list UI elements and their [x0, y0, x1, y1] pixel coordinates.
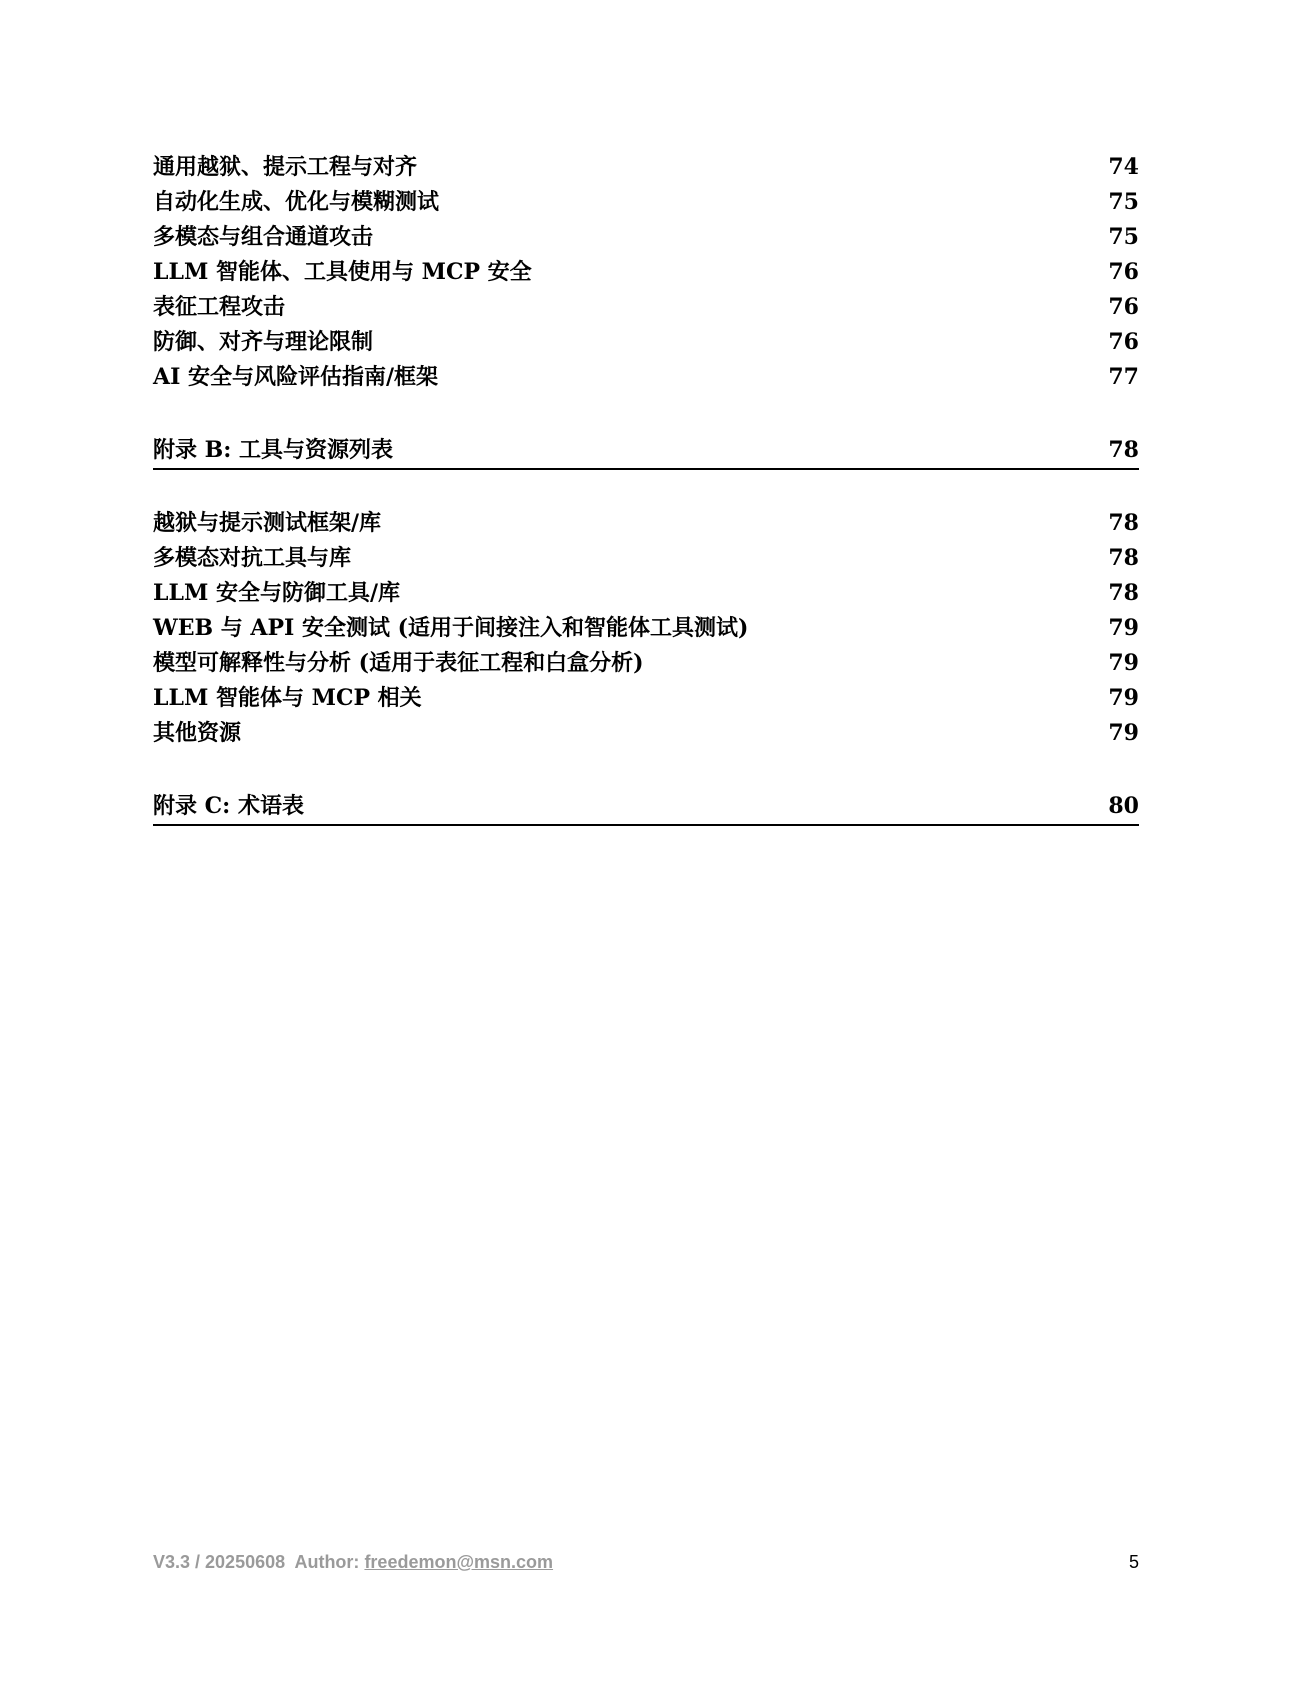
toc-entry[interactable] [153, 716, 1139, 751]
toc-entry-page: 79 [1108, 650, 1139, 676]
toc-entry[interactable] [153, 185, 1139, 220]
toc-entry[interactable] [153, 255, 1139, 290]
spacer [153, 470, 1139, 506]
toc-entry-page: 76 [1108, 294, 1139, 320]
toc-entry[interactable] [153, 325, 1139, 360]
toc-entry-title: 多模态对抗工具与库 [153, 545, 352, 571]
toc-section-page: 78 [1108, 437, 1139, 463]
toc-entry-page: 76 [1108, 259, 1139, 285]
toc-entry-title: 越狱与提示测试框架/库 [153, 510, 382, 536]
toc-entry-page: 74 [1108, 154, 1139, 180]
toc-entry-title: LLM 智能体与 MCP 相关 [153, 685, 422, 711]
page-footer [153, 1552, 1139, 1573]
author-email-link[interactable]: freedemon@msn.com [364, 1552, 554, 1572]
toc-section-title: 附录 B: 工具与资源列表 [153, 437, 394, 463]
toc-entry-title: 模型可解释性与分析 (适用于表征工程和白盒分析) [153, 650, 644, 676]
spacer [153, 751, 1139, 789]
toc-entry-title: 通用越狱、提示工程与对齐 [153, 154, 418, 180]
table-of-contents [153, 150, 1139, 826]
toc-entry-page: 75 [1108, 224, 1139, 250]
toc-entry[interactable] [153, 681, 1139, 716]
toc-entry-title: LLM 智能体、工具使用与 MCP 安全 [153, 259, 532, 285]
toc-entry-title: 防御、对齐与理论限制 [153, 329, 374, 355]
toc-section-appendix-c[interactable] [153, 789, 1139, 826]
toc-entry-page: 79 [1108, 685, 1139, 711]
footer-meta [153, 1552, 553, 1573]
toc-entry[interactable] [153, 360, 1139, 395]
toc-section-page: 80 [1108, 793, 1139, 819]
toc-entry[interactable] [153, 506, 1139, 541]
toc-entry[interactable] [153, 611, 1139, 646]
toc-entry[interactable] [153, 541, 1139, 576]
toc-entry[interactable] [153, 646, 1139, 681]
toc-entry-title: AI 安全与风险评估指南/框架 [153, 364, 439, 390]
toc-entry[interactable] [153, 150, 1139, 185]
toc-entry-page: 79 [1108, 615, 1139, 641]
toc-entry[interactable] [153, 220, 1139, 255]
toc-entry-page: 77 [1108, 364, 1139, 390]
toc-entry-title: 其他资源 [153, 720, 242, 746]
toc-entry-page: 79 [1108, 720, 1139, 746]
toc-entry-title: 多模态与组合通道攻击 [153, 224, 374, 250]
toc-entry-page: 78 [1108, 545, 1139, 571]
toc-section-appendix-b[interactable] [153, 433, 1139, 470]
footer-version-author: V3.3 / 20250608 Author: [153, 1552, 365, 1572]
toc-section-title: 附录 C: 术语表 [153, 793, 304, 819]
toc-entry-page: 78 [1108, 580, 1139, 606]
toc-entry-title: 表征工程攻击 [153, 294, 286, 320]
toc-entry[interactable] [153, 290, 1139, 325]
toc-entry-page: 76 [1108, 329, 1139, 355]
toc-entry[interactable] [153, 576, 1139, 611]
toc-entry-title: WEB 与 API 安全测试 (适用于间接注入和智能体工具测试) [153, 615, 749, 641]
toc-entry-title: LLM 安全与防御工具/库 [153, 580, 400, 606]
toc-entry-title: 自动化生成、优化与模糊测试 [153, 189, 440, 215]
spacer [153, 395, 1139, 433]
toc-entry-page: 78 [1108, 510, 1139, 536]
page-number: 5 [1128, 1552, 1139, 1572]
toc-entry-page: 75 [1108, 189, 1139, 215]
